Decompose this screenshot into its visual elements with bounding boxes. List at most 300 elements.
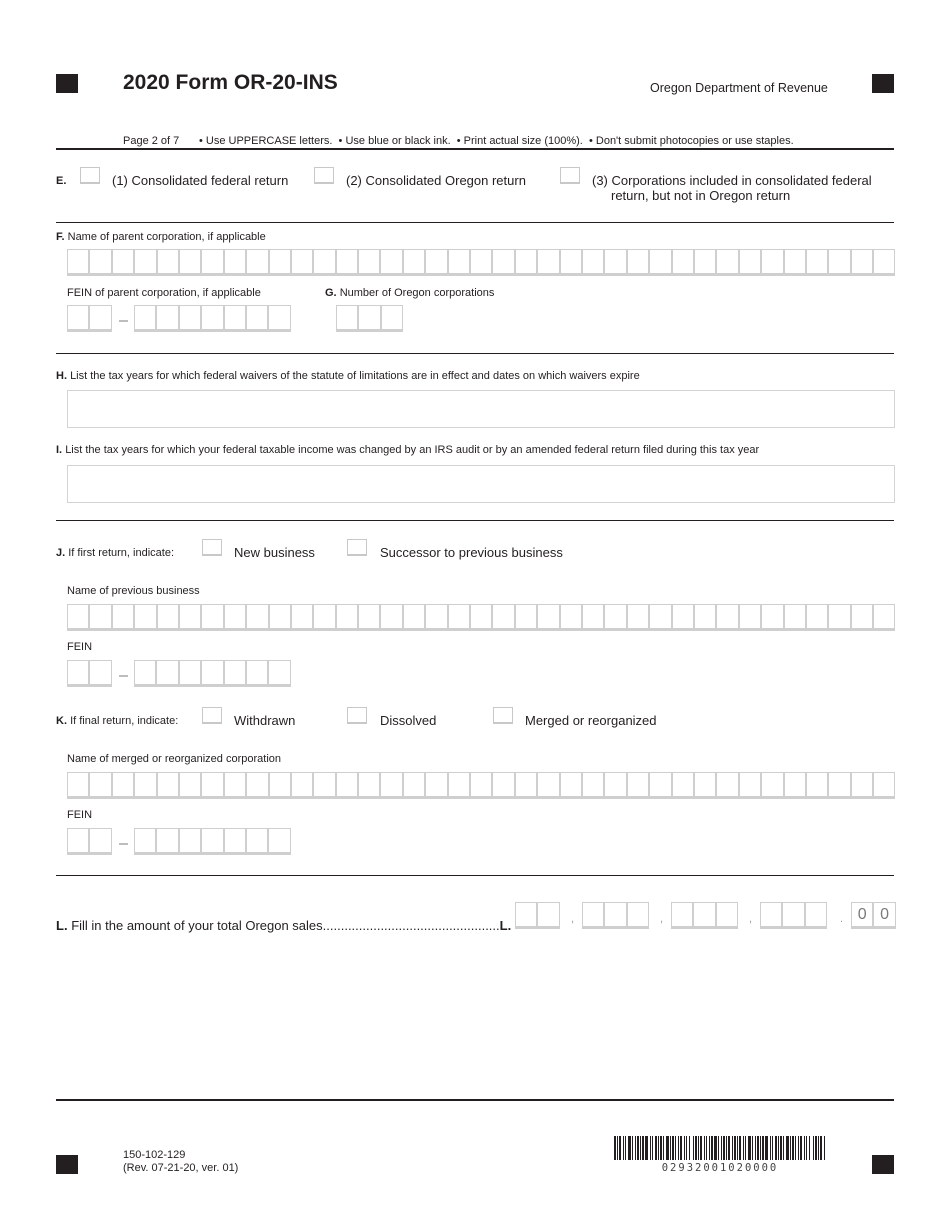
character-cell[interactable] [537,249,559,276]
revision-date: (Rev. 07-21-20, ver. 01) [123,1162,239,1174]
character-cell[interactable] [515,249,537,276]
merged-corporation-name-label: Name of merged or reorganized corporation [67,753,282,765]
barcode-bar [737,1136,738,1160]
barcode-bar [689,1136,690,1160]
barcode-bar [780,1136,782,1160]
character-cell[interactable] [582,604,604,631]
parent-corporation-name-input[interactable] [67,249,895,276]
character-cell[interactable] [470,772,492,799]
barcode-bar [640,1136,641,1160]
barcode-bar [642,1136,644,1160]
barcode-bar [684,1136,685,1160]
barcode-bar [795,1136,796,1160]
successor-business-label: Successor to previous business [380,545,563,560]
merged-reorganized-label: Merged or reorganized [525,713,657,728]
barcode-bar [775,1136,777,1160]
barcode-bar [680,1136,682,1160]
character-cell[interactable] [537,604,559,631]
barcode-bar [714,1136,717,1160]
consolidated-federal-label: (1) Consolidated federal return [112,173,289,188]
barcode-bar [637,1136,639,1160]
character-cell[interactable] [358,249,380,276]
character-cell[interactable] [268,660,290,687]
character-cell[interactable] [761,604,783,631]
barcode-bar [675,1136,676,1160]
character-cell[interactable] [336,604,358,631]
character-cell[interactable] [828,772,850,799]
character-cell[interactable] [672,772,694,799]
character-cell[interactable] [291,249,313,276]
character-cell[interactable] [358,604,380,631]
form-title: 2020 Form OR-20-INS [123,71,338,94]
character-cell[interactable] [179,249,201,276]
character-cell[interactable] [828,604,850,631]
character-cell[interactable] [403,249,425,276]
character-cell[interactable] [381,305,403,332]
barcode-bar [698,1136,699,1160]
character-cell[interactable] [403,604,425,631]
character-cell[interactable] [604,902,626,929]
character-cell[interactable] [649,249,671,276]
barcode-bar [755,1136,756,1160]
character-cell[interactable] [134,828,156,855]
oregon-sales-comma-3: , [749,913,753,925]
character-cell[interactable] [760,902,782,929]
barcode-bar [818,1136,819,1160]
new-business-checkbox[interactable] [202,539,222,556]
character-cell[interactable] [246,660,268,687]
character-cell[interactable] [515,772,537,799]
character-cell[interactable] [739,249,761,276]
character-cell[interactable] [627,604,649,631]
oregon-sales-group-2[interactable] [582,902,649,929]
character-cell[interactable] [716,249,738,276]
merged-corporation-name-input[interactable] [67,772,895,799]
character-cell[interactable] [112,249,134,276]
section-l-label: L. Fill in the amount of your total Oregon sales.................................................L. [56,918,512,933]
withdrawn-checkbox[interactable] [202,707,222,724]
character-cell[interactable] [492,604,514,631]
header-rule [56,148,894,150]
cents-digit: 0 [873,902,895,929]
barcode-bar [820,1136,822,1160]
previous-business-name-input[interactable] [67,604,895,631]
character-cell[interactable] [358,305,380,332]
character-cell[interactable] [582,772,604,799]
character-cell[interactable] [134,604,156,631]
character-cell[interactable] [851,604,873,631]
barcode-bar [815,1136,817,1160]
consolidated-federal-checkbox[interactable] [80,167,100,184]
merged-fein-dash [119,843,128,845]
barcode-bar [709,1136,710,1160]
character-cell[interactable] [649,604,671,631]
barcode-bar [706,1136,707,1160]
character-cell[interactable] [67,249,89,276]
merged-reorganized-checkbox[interactable] [493,707,513,724]
barcode-bar [686,1136,687,1160]
barcode-bar [809,1136,810,1160]
character-cell[interactable] [515,902,537,929]
character-cell[interactable] [358,772,380,799]
character-cell[interactable] [179,660,201,687]
new-business-label: New business [234,545,315,560]
character-cell[interactable] [380,249,402,276]
character-cell[interactable] [560,604,582,631]
barcode-bar [770,1136,771,1160]
character-cell[interactable] [560,772,582,799]
character-cell[interactable] [582,902,604,929]
footer-rule [56,1099,894,1101]
character-cell[interactable] [89,604,111,631]
character-cell[interactable] [380,772,402,799]
character-cell[interactable] [806,249,828,276]
barcode-bar [632,1136,633,1160]
character-cell[interactable] [112,772,134,799]
character-cell[interactable] [492,249,514,276]
character-cell[interactable] [784,249,806,276]
section-i-rule [56,520,894,521]
character-cell[interactable] [201,305,223,332]
barcode-bar [762,1136,764,1160]
character-cell[interactable] [268,828,290,855]
character-cell[interactable] [425,604,447,631]
character-cell[interactable] [89,772,111,799]
barcode-bar [757,1136,759,1160]
barcode-bar [678,1136,679,1160]
dissolved-label: Dissolved [380,713,437,728]
character-cell[interactable] [784,604,806,631]
form-number: 150-102-129 [123,1149,186,1161]
character-cell[interactable] [470,249,492,276]
character-cell[interactable] [806,772,828,799]
character-cell[interactable] [269,249,291,276]
character-cell[interactable] [582,249,604,276]
irs-audit-years-textbox[interactable] [67,465,895,503]
barcode-bar [739,1136,741,1160]
parent-fein-dash [119,320,128,322]
character-cell[interactable] [157,249,179,276]
character-cell[interactable] [67,772,89,799]
character-cell[interactable] [604,772,626,799]
character-cell[interactable] [313,604,335,631]
character-cell[interactable] [89,660,111,687]
character-cell[interactable] [67,660,89,687]
character-cell[interactable] [179,305,201,332]
section-e-rule [56,222,894,223]
barcode-bar [655,1136,657,1160]
character-cell[interactable] [782,902,804,929]
character-cell[interactable] [291,772,313,799]
character-cell[interactable] [134,249,156,276]
character-cell[interactable] [425,772,447,799]
character-cell[interactable] [157,604,179,631]
barcode-number: 02932001020000 [661,1162,779,1174]
character-cell[interactable] [246,604,268,631]
character-cell[interactable] [179,772,201,799]
character-cell[interactable] [739,604,761,631]
barcode-bar [704,1136,705,1160]
barcode-bar [726,1136,727,1160]
barcode-bar [765,1136,768,1160]
character-cell[interactable] [246,305,268,332]
barcode-bar [790,1136,791,1160]
character-cell[interactable] [336,772,358,799]
barcode-bar [711,1136,713,1160]
character-cell[interactable] [224,772,246,799]
section-f-label: F. Name of parent corporation, if applicable [56,231,266,243]
barcode-bar [760,1136,761,1160]
section-i-label: I. List the tax years for which your federal taxable income was changed by an IRS audit or by an amended federal return filed during this tax year [56,444,760,456]
character-cell[interactable] [112,604,134,631]
parent-fein-prefix-input[interactable] [67,305,112,332]
character-cell[interactable] [269,604,291,631]
barcode-bar [619,1136,621,1160]
oregon-sales-group-1[interactable] [515,902,560,929]
character-cell[interactable] [246,249,268,276]
oregon-sales-comma-1: , [571,913,575,925]
character-cell[interactable] [627,902,649,929]
section-k-rule [56,875,894,876]
character-cell[interactable] [694,249,716,276]
withdrawn-label: Withdrawn [234,713,296,728]
character-cell[interactable] [156,305,178,332]
character-cell[interactable] [671,902,693,929]
dissolved-checkbox[interactable] [347,707,367,724]
character-cell[interactable] [201,660,223,687]
character-cell[interactable] [851,772,873,799]
character-cell[interactable] [89,249,111,276]
character-cell[interactable] [156,660,178,687]
barcode-bar [800,1136,802,1160]
barcode-bar [695,1136,697,1160]
character-cell[interactable] [380,604,402,631]
section-g-label: G. Number of Oregon corporations [325,287,495,299]
character-cell[interactable] [716,604,738,631]
character-cell[interactable] [851,249,873,276]
parent-fein-label: FEIN of parent corporation, if applicable [67,287,261,299]
oregon-sales-group-3[interactable] [671,902,738,929]
character-cell[interactable] [134,305,156,332]
cents-digit: 0 [851,902,873,929]
character-cell[interactable] [224,249,246,276]
character-cell[interactable] [537,772,559,799]
barcode-bar [623,1136,624,1160]
character-cell[interactable] [268,305,290,332]
oregon-sales-cents [851,902,896,929]
character-cell[interactable] [201,249,223,276]
barcode-bar [718,1136,719,1160]
merged-fein-prefix-input[interactable] [67,828,112,855]
barcode-bar [723,1136,725,1160]
page-label: Page 2 of 7 [123,135,180,147]
character-cell[interactable] [336,249,358,276]
character-cell[interactable] [716,772,738,799]
character-cell[interactable] [627,249,649,276]
barcode-bar [617,1136,618,1160]
barcode-bar [660,1136,662,1160]
barcode-bar [700,1136,702,1160]
character-cell[interactable] [716,902,738,929]
character-cell[interactable] [179,604,201,631]
character-cell[interactable] [134,660,156,687]
previous-fein-dash [119,675,128,677]
character-cell[interactable] [515,604,537,631]
barcode-bar [652,1136,653,1160]
corporations-included-checkbox[interactable] [560,167,580,184]
character-cell[interactable] [873,249,895,276]
character-cell[interactable] [761,249,783,276]
section-e-letter: E. [56,175,67,187]
barcode-bar [728,1136,730,1160]
barcode-bar [745,1136,746,1160]
barcode-bar [658,1136,659,1160]
barcode-bar [804,1136,805,1160]
character-cell[interactable] [156,828,178,855]
character-cell[interactable] [224,828,246,855]
character-cell[interactable] [627,772,649,799]
barcode-bar [732,1136,733,1160]
consolidated-oregon-label: (2) Consolidated Oregon return [346,173,526,188]
character-cell[interactable] [89,305,111,332]
character-cell[interactable] [246,772,268,799]
previous-fein-suffix-input[interactable] [134,660,291,687]
character-cell[interactable] [739,772,761,799]
character-cell[interactable] [784,772,806,799]
instructions: • Use UPPERCASE letters. • Use blue or black ink. • Print actual size (100%). • Don't submit photocopies or use staples. [199,135,794,147]
character-cell[interactable] [313,772,335,799]
barcode-bar [752,1136,753,1160]
character-cell[interactable] [672,604,694,631]
character-cell[interactable] [179,828,201,855]
character-cell[interactable] [313,249,335,276]
registration-mark-bottom-right [872,1155,894,1174]
barcode-bar [806,1136,807,1160]
character-cell[interactable] [246,828,268,855]
barcode-bar [635,1136,636,1160]
oregon-corporations-count-input[interactable] [336,305,403,332]
character-cell[interactable] [694,604,716,631]
character-cell[interactable] [806,604,828,631]
character-cell[interactable] [67,305,89,332]
character-cell[interactable] [89,828,111,855]
barcode-bar [743,1136,744,1160]
character-cell[interactable] [201,604,223,631]
barcode-bar [813,1136,814,1160]
character-cell[interactable] [134,772,156,799]
character-cell[interactable] [269,772,291,799]
corporations-included-label-line2: return, but not in Oregon return [611,188,791,203]
barcode-bar [650,1136,651,1160]
character-cell[interactable] [560,249,582,276]
barcode-bar [824,1136,825,1160]
character-cell[interactable] [448,249,470,276]
character-cell[interactable] [201,828,223,855]
section-j-label: J. If first return, indicate: [56,547,175,559]
character-cell[interactable] [224,660,246,687]
barcode-bar [778,1136,779,1160]
character-cell[interactable] [873,604,895,631]
character-cell[interactable] [336,305,358,332]
previous-business-name-label: Name of previous business [67,585,200,597]
character-cell[interactable] [67,828,89,855]
barcode-bar [645,1136,648,1160]
barcode-bar [783,1136,784,1160]
barcode-bar [625,1136,626,1160]
barcode-bar [663,1136,664,1160]
character-cell[interactable] [537,902,559,929]
previous-fein-prefix-input[interactable] [67,660,112,687]
merged-fein-suffix-input[interactable] [134,828,291,855]
character-cell[interactable] [604,249,626,276]
character-cell[interactable] [761,772,783,799]
character-cell[interactable] [470,604,492,631]
character-cell[interactable] [403,772,425,799]
agency-name: Oregon Department of Revenue [650,81,828,95]
character-cell[interactable] [873,772,895,799]
character-cell[interactable] [224,604,246,631]
character-cell[interactable] [604,604,626,631]
barcode-bar [628,1136,631,1160]
section-h-label: H. List the tax years for which federal waivers of the statute of limitations are in effect and dates on which waivers expire [56,370,640,382]
barcode-bar [792,1136,794,1160]
previous-business-fein-label: FEIN [67,641,93,653]
corporations-included-label-line1: (3) Corporations included in consolidated federal [592,173,872,188]
character-cell[interactable] [694,772,716,799]
barcode-bar [772,1136,773,1160]
character-cell[interactable] [157,772,179,799]
barcode-bar [786,1136,789,1160]
barcode-bar [670,1136,671,1160]
character-cell[interactable] [201,772,223,799]
merged-corporation-fein-label: FEIN [67,809,93,821]
barcode-bar [614,1136,616,1160]
character-cell[interactable] [224,305,246,332]
consolidated-oregon-checkbox[interactable] [314,167,334,184]
barcode-bar [672,1136,674,1160]
character-cell[interactable] [425,249,447,276]
section-g-rule [56,353,894,354]
character-cell[interactable] [649,772,671,799]
character-cell[interactable] [693,902,715,929]
section-k-label: K. If final return, indicate: [56,715,179,727]
oregon-sales-decimal: . [840,913,844,925]
barcode-bar [721,1136,722,1160]
barcode-bar [748,1136,751,1160]
character-cell[interactable] [67,604,89,631]
barcode-bar [734,1136,736,1160]
character-cell[interactable] [448,604,470,631]
character-cell[interactable] [492,772,514,799]
parent-fein-suffix-input[interactable] [134,305,291,332]
oregon-sales-comma-2: , [660,913,664,925]
character-cell[interactable] [672,249,694,276]
oregon-sales-group-4[interactable] [760,902,827,929]
registration-mark-top-right [872,74,894,93]
registration-mark-bottom-left [56,1155,78,1174]
barcode-bar [666,1136,669,1160]
successor-business-checkbox[interactable] [347,539,367,556]
character-cell[interactable] [448,772,470,799]
barcode-bar [798,1136,799,1160]
federal-waivers-textbox[interactable] [67,390,895,428]
character-cell[interactable] [291,604,313,631]
character-cell[interactable] [805,902,827,929]
registration-mark-top-left [56,74,78,93]
barcode-bar [693,1136,694,1160]
character-cell[interactable] [828,249,850,276]
barcode [614,1136,826,1160]
